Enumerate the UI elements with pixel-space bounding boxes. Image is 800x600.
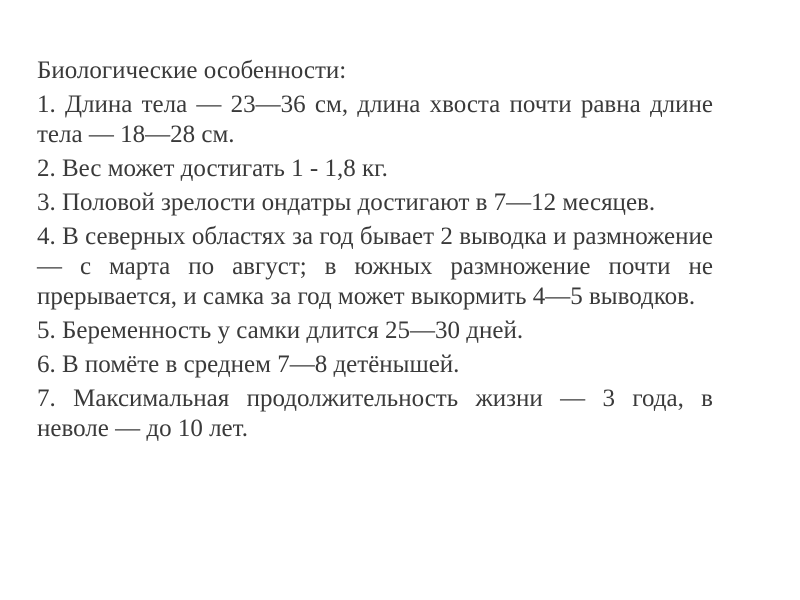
list-item-weight: 2. Вес может достигать 1 - 1,8 кг. bbox=[37, 155, 388, 182]
slide-heading: Биологические особенности: bbox=[37, 57, 347, 84]
list-item-lifespan: 7. Максимальная продолжительность жизни — 3 года, в неволе — до 10 лет. bbox=[37, 385, 713, 442]
list-item-maturity: 3. Половой зрелости ондатры достигают в 7—12 месяцев. bbox=[37, 189, 656, 216]
list-item-body-length: 1. Длина тела — 23—36 см, длина хвоста почти равна длине тела — 18—28 см. bbox=[37, 91, 713, 148]
list-item-pregnancy: 5. Беременность у самки длится 25—30 дней. bbox=[37, 317, 524, 344]
list-item-litter: 6. В помёте в среднем 7—8 детёнышей. bbox=[37, 351, 460, 378]
slide-content bbox=[37, 56, 713, 448]
list-item-breeding: 4. В северных областях за год бывает 2 выводка и размножение — с марта по август; в южных размножение почти не прерывается, и самка за год может выкормить 4—5 выводков. bbox=[37, 223, 713, 310]
